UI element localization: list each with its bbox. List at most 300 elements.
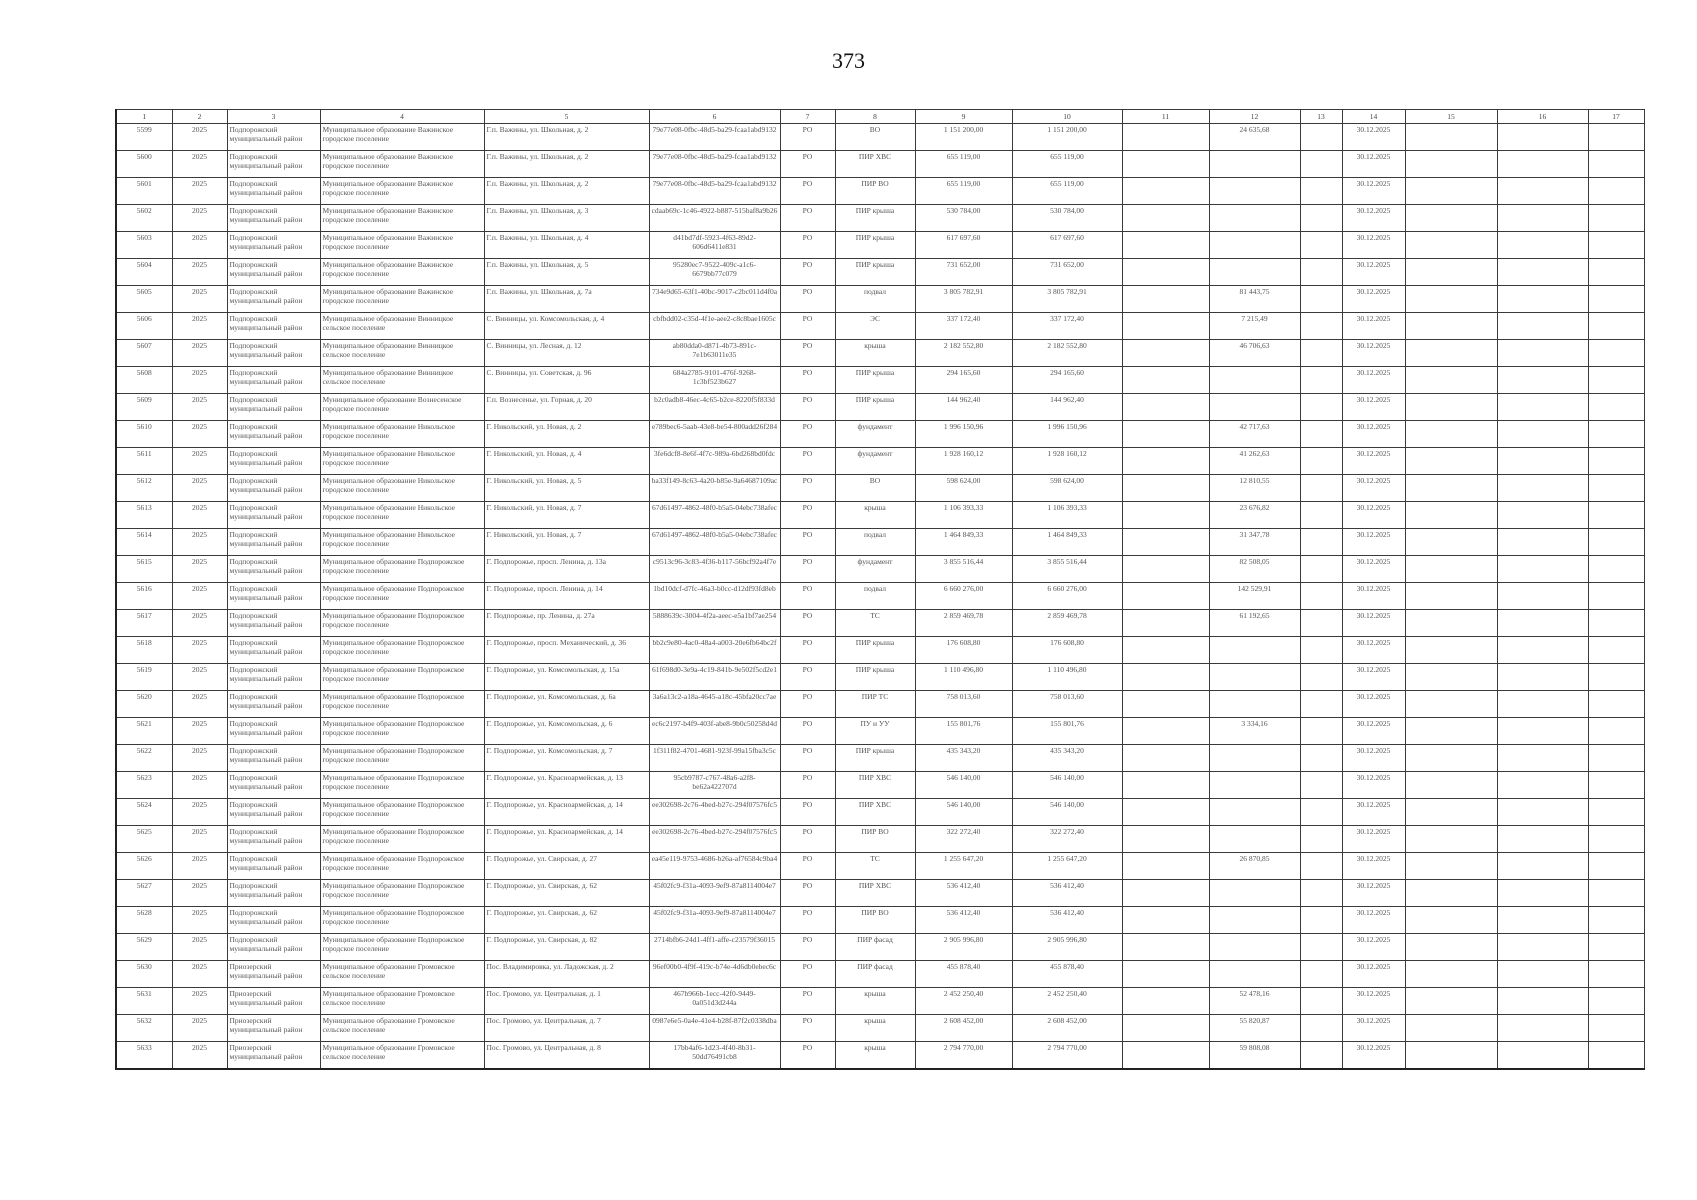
column-16-cell <box>1497 934 1588 961</box>
year-cell: 2025 <box>172 772 227 799</box>
program-type-cell: РО <box>780 907 835 934</box>
municipality-cell: Муниципальное образование Важинское городское поселение <box>320 205 484 232</box>
deadline-date-cell: 30.12.2025 <box>1342 448 1405 475</box>
record-number-cell: 5628 <box>116 907 172 934</box>
address-cell: Г. Никольский, ул. Новая, д. 7 <box>484 502 649 529</box>
table-row <box>116 313 1644 340</box>
address-cell: Г.п. Важины, ул. Школьная, д. 3 <box>484 205 649 232</box>
work-type-cell: фундамент <box>835 556 915 583</box>
cost-regional-operator-cell: 2 859 469,78 <box>1012 610 1122 637</box>
column-12-cell: 52 478,16 <box>1209 988 1300 1015</box>
column-12-cell <box>1209 772 1300 799</box>
cost-regional-operator-cell: 598 624,00 <box>1012 475 1122 502</box>
municipality-cell: Муниципальное образование Важинское городское поселение <box>320 259 484 286</box>
column-13-cell <box>1300 772 1342 799</box>
work-type-cell: ПИР крыша <box>835 367 915 394</box>
work-type-cell: фундамент <box>835 421 915 448</box>
column-11-cell <box>1122 691 1209 718</box>
column-15-cell <box>1405 637 1497 664</box>
municipality-cell: Муниципальное образование Подпорожское городское поселение <box>320 718 484 745</box>
column-17-cell <box>1588 232 1644 259</box>
deadline-date-cell: 30.12.2025 <box>1342 772 1405 799</box>
municipality-cell: Муниципальное образование Подпорожское городское поселение <box>320 799 484 826</box>
column-15-cell <box>1405 610 1497 637</box>
column-12-cell: 61 192,65 <box>1209 610 1300 637</box>
program-type-cell: РО <box>780 340 835 367</box>
total-cost-cell: 1 106 393,33 <box>915 502 1012 529</box>
cost-regional-operator-cell: 2 182 552,80 <box>1012 340 1122 367</box>
municipal-district-cell: Подпорожский муниципальный район <box>227 637 320 664</box>
table-row <box>116 988 1644 1015</box>
column-17-cell <box>1588 1015 1644 1042</box>
program-type-cell: РО <box>780 367 835 394</box>
deadline-date-cell: 30.12.2025 <box>1342 610 1405 637</box>
cost-regional-operator-cell: 294 165,60 <box>1012 367 1122 394</box>
column-17-cell <box>1588 367 1644 394</box>
year-cell: 2025 <box>172 853 227 880</box>
year-cell: 2025 <box>172 313 227 340</box>
address-cell: Г. Подпорожье, просп. Механический, д. 36 <box>484 637 649 664</box>
column-16-cell <box>1497 799 1588 826</box>
municipal-district-cell: Подпорожский муниципальный район <box>227 664 320 691</box>
deadline-date-cell: 30.12.2025 <box>1342 232 1405 259</box>
program-type-cell: РО <box>780 961 835 988</box>
house-guid-cell: 2714bfb6-24d1-4ff1-affe-c23579f36015 <box>649 934 780 961</box>
column-17-cell <box>1588 907 1644 934</box>
municipality-cell: Муниципальное образование Подпорожское городское поселение <box>320 826 484 853</box>
deadline-date-cell: 30.12.2025 <box>1342 178 1405 205</box>
work-type-cell: ПИР крыша <box>835 637 915 664</box>
year-cell: 2025 <box>172 988 227 1015</box>
column-11-cell <box>1122 961 1209 988</box>
table-row <box>116 556 1644 583</box>
column-16-cell <box>1497 448 1588 475</box>
column-header: 13 <box>1300 110 1342 124</box>
municipal-district-cell: Подпорожский муниципальный район <box>227 691 320 718</box>
house-guid-cell: 95280ec7-9522-409c-a1c6-6679bb77c079 <box>649 259 780 286</box>
column-16-cell <box>1497 1015 1588 1042</box>
year-cell: 2025 <box>172 475 227 502</box>
municipal-district-cell: Подпорожский муниципальный район <box>227 232 320 259</box>
cost-regional-operator-cell: 1 106 393,33 <box>1012 502 1122 529</box>
municipal-district-cell: Подпорожский муниципальный район <box>227 583 320 610</box>
column-header: 1 <box>116 110 172 124</box>
record-number-cell: 5618 <box>116 637 172 664</box>
municipality-cell: Муниципальное образование Подпорожское городское поселение <box>320 745 484 772</box>
column-17-cell <box>1588 259 1644 286</box>
total-cost-cell: 2 452 250,40 <box>915 988 1012 1015</box>
cost-regional-operator-cell: 546 140,00 <box>1012 799 1122 826</box>
address-cell: Пос. Громово, ул. Центральная, д. 7 <box>484 1015 649 1042</box>
program-type-cell: РО <box>780 799 835 826</box>
year-cell: 2025 <box>172 232 227 259</box>
municipality-cell: Муниципальное образование Никольское городское поселение <box>320 448 484 475</box>
cost-regional-operator-cell: 655 119,00 <box>1012 151 1122 178</box>
column-17-cell <box>1588 691 1644 718</box>
total-cost-cell: 1 928 160,12 <box>915 448 1012 475</box>
deadline-date-cell: 30.12.2025 <box>1342 691 1405 718</box>
program-type-cell: РО <box>780 880 835 907</box>
work-type-cell: фундамент <box>835 448 915 475</box>
deadline-date-cell: 30.12.2025 <box>1342 124 1405 151</box>
column-17-cell <box>1588 610 1644 637</box>
column-header: 8 <box>835 110 915 124</box>
column-13-cell <box>1300 340 1342 367</box>
year-cell: 2025 <box>172 907 227 934</box>
column-17-cell <box>1588 988 1644 1015</box>
address-cell: Г. Подпорожье, ул. Свирская, д. 62 <box>484 907 649 934</box>
column-12-cell: 31 347,78 <box>1209 529 1300 556</box>
column-13-cell <box>1300 394 1342 421</box>
column-15-cell <box>1405 502 1497 529</box>
municipality-cell: Муниципальное образование Громовское сельское поселение <box>320 961 484 988</box>
column-12-cell <box>1209 664 1300 691</box>
column-12-cell: 142 529,91 <box>1209 583 1300 610</box>
table-row <box>116 394 1644 421</box>
record-number-cell: 5604 <box>116 259 172 286</box>
municipality-cell: Муниципальное образование Винницкое сельское поселение <box>320 367 484 394</box>
program-type-cell: РО <box>780 1042 835 1070</box>
column-11-cell <box>1122 664 1209 691</box>
year-cell: 2025 <box>172 718 227 745</box>
column-15-cell <box>1405 448 1497 475</box>
table-row <box>116 934 1644 961</box>
column-15-cell <box>1405 961 1497 988</box>
table-body <box>116 124 1644 1070</box>
house-guid-cell: ea45e119-9753-4686-b26a-af76584c9ba4 <box>649 853 780 880</box>
column-12-cell: 23 676,82 <box>1209 502 1300 529</box>
column-12-cell <box>1209 367 1300 394</box>
column-13-cell <box>1300 1015 1342 1042</box>
program-type-cell: РО <box>780 178 835 205</box>
record-number-cell: 5616 <box>116 583 172 610</box>
municipal-district-cell: Подпорожский муниципальный район <box>227 178 320 205</box>
municipal-district-cell: Подпорожский муниципальный район <box>227 502 320 529</box>
cost-regional-operator-cell: 337 172,40 <box>1012 313 1122 340</box>
record-number-cell: 5619 <box>116 664 172 691</box>
cost-regional-operator-cell: 322 272,40 <box>1012 826 1122 853</box>
column-13-cell <box>1300 475 1342 502</box>
work-type-cell: крыша <box>835 988 915 1015</box>
house-guid-cell: b2c0adb8-46ec-4c65-b2ce-8220f5f833d <box>649 394 780 421</box>
column-15-cell <box>1405 313 1497 340</box>
address-cell: Г.п. Важины, ул. Школьная, д. 4 <box>484 232 649 259</box>
column-15-cell <box>1405 205 1497 232</box>
work-type-cell: ПИР ХВС <box>835 151 915 178</box>
house-guid-cell: 3a6a13c2-a18a-4645-a18c-45bfa20cc7ae <box>649 691 780 718</box>
column-12-cell <box>1209 799 1300 826</box>
column-16-cell <box>1497 907 1588 934</box>
work-type-cell: ПИР ХВС <box>835 772 915 799</box>
column-13-cell <box>1300 502 1342 529</box>
address-cell: Г. Никольский, ул. Новая, д. 7 <box>484 529 649 556</box>
house-guid-cell: 5888639c-3004-4f2a-aeec-e5a1bf7ae254 <box>649 610 780 637</box>
work-type-cell: ПИР фасад <box>835 961 915 988</box>
municipality-cell: Муниципальное образование Важинское городское поселение <box>320 286 484 313</box>
column-13-cell <box>1300 610 1342 637</box>
table-row <box>116 529 1644 556</box>
year-cell: 2025 <box>172 205 227 232</box>
table-row <box>116 178 1644 205</box>
address-cell: Г. Подпорожье, ул. Свирская, д. 27 <box>484 853 649 880</box>
record-number-cell: 5599 <box>116 124 172 151</box>
work-type-cell: крыша <box>835 502 915 529</box>
address-cell: Г. Подпорожье, ул. Красноармейская, д. 14 <box>484 799 649 826</box>
address-cell: Г. Никольский, ул. Новая, д. 4 <box>484 448 649 475</box>
deadline-date-cell: 30.12.2025 <box>1342 556 1405 583</box>
column-17-cell <box>1588 205 1644 232</box>
municipality-cell: Муниципальное образование Подпорожское городское поселение <box>320 853 484 880</box>
municipality-cell: Муниципальное образование Подпорожское городское поселение <box>320 907 484 934</box>
column-16-cell <box>1497 610 1588 637</box>
column-16-cell <box>1497 961 1588 988</box>
total-cost-cell: 2 794 770,00 <box>915 1042 1012 1070</box>
municipality-cell: Муниципальное образование Никольское городское поселение <box>320 502 484 529</box>
column-11-cell <box>1122 880 1209 907</box>
column-12-cell <box>1209 907 1300 934</box>
year-cell: 2025 <box>172 502 227 529</box>
house-guid-cell: cbfbdd02-c35d-4f1e-aee2-c8c8bae1605c <box>649 313 780 340</box>
column-13-cell <box>1300 367 1342 394</box>
year-cell: 2025 <box>172 664 227 691</box>
column-15-cell <box>1405 178 1497 205</box>
table-row <box>116 475 1644 502</box>
column-17-cell <box>1588 853 1644 880</box>
record-number-cell: 5633 <box>116 1042 172 1070</box>
house-guid-cell: d41bd7df-5923-4f63-89d2-606d6411e831 <box>649 232 780 259</box>
cost-regional-operator-cell: 536 412,40 <box>1012 880 1122 907</box>
record-number-cell: 5614 <box>116 529 172 556</box>
table-row <box>116 664 1644 691</box>
deadline-date-cell: 30.12.2025 <box>1342 475 1405 502</box>
address-cell: Пос. Громово, ул. Центральная, д. 8 <box>484 1042 649 1070</box>
column-11-cell <box>1122 421 1209 448</box>
municipality-cell: Муниципальное образование Подпорожское городское поселение <box>320 691 484 718</box>
column-17-cell <box>1588 880 1644 907</box>
house-guid-cell: 3fe6dcf8-8e6f-4f7c-989a-6bd268bd0fdc <box>649 448 780 475</box>
record-number-cell: 5615 <box>116 556 172 583</box>
address-cell: Г. Никольский, ул. Новая, д. 2 <box>484 421 649 448</box>
column-15-cell <box>1405 907 1497 934</box>
year-cell: 2025 <box>172 367 227 394</box>
total-cost-cell: 3 855 516,44 <box>915 556 1012 583</box>
total-cost-cell: 1 110 496,80 <box>915 664 1012 691</box>
column-header: 10 <box>1012 110 1122 124</box>
program-type-cell: РО <box>780 151 835 178</box>
work-type-cell: крыша <box>835 1042 915 1070</box>
work-type-cell: ПУ и УУ <box>835 718 915 745</box>
work-type-cell: ПИР ХВС <box>835 799 915 826</box>
column-13-cell <box>1300 961 1342 988</box>
municipality-cell: Муниципальное образование Подпорожское городское поселение <box>320 772 484 799</box>
column-11-cell <box>1122 205 1209 232</box>
municipality-cell: Муниципальное образование Никольское городское поселение <box>320 421 484 448</box>
year-cell: 2025 <box>172 340 227 367</box>
municipal-district-cell: Подпорожский муниципальный район <box>227 610 320 637</box>
table-row <box>116 340 1644 367</box>
column-13-cell <box>1300 691 1342 718</box>
house-guid-cell: cdaab69c-1c46-4922-b887-515baf8a9b26 <box>649 205 780 232</box>
record-number-cell: 5610 <box>116 421 172 448</box>
record-number-cell: 5603 <box>116 232 172 259</box>
municipality-cell: Муниципальное образование Громовское сельское поселение <box>320 1042 484 1070</box>
address-cell: Г.п. Вознесенье, ул. Горная, д. 20 <box>484 394 649 421</box>
column-13-cell <box>1300 583 1342 610</box>
column-16-cell <box>1497 691 1588 718</box>
deadline-date-cell: 30.12.2025 <box>1342 286 1405 313</box>
column-17-cell <box>1588 124 1644 151</box>
municipality-cell: Муниципальное образование Подпорожское городское поселение <box>320 610 484 637</box>
column-15-cell <box>1405 745 1497 772</box>
cost-regional-operator-cell: 2 905 996,80 <box>1012 934 1122 961</box>
program-type-cell: РО <box>780 853 835 880</box>
total-cost-cell: 546 140,00 <box>915 799 1012 826</box>
column-12-cell <box>1209 880 1300 907</box>
deadline-date-cell: 30.12.2025 <box>1342 664 1405 691</box>
column-17-cell <box>1588 448 1644 475</box>
table-row <box>116 637 1644 664</box>
work-type-cell: ПИР крыша <box>835 205 915 232</box>
year-cell: 2025 <box>172 124 227 151</box>
column-11-cell <box>1122 448 1209 475</box>
column-11-cell <box>1122 637 1209 664</box>
column-11-cell <box>1122 340 1209 367</box>
house-guid-cell: 45f02fc9-f31a-4093-9ef9-87a8114004e7 <box>649 907 780 934</box>
municipal-district-cell: Подпорожский муниципальный район <box>227 151 320 178</box>
house-guid-cell: ba33f149-8c63-4a20-b85e-9a64687109ac <box>649 475 780 502</box>
column-header: 2 <box>172 110 227 124</box>
column-12-cell <box>1209 205 1300 232</box>
column-11-cell <box>1122 853 1209 880</box>
column-number-row <box>116 110 1644 124</box>
total-cost-cell: 598 624,00 <box>915 475 1012 502</box>
work-type-cell: подвал <box>835 529 915 556</box>
column-12-cell: 24 635,68 <box>1209 124 1300 151</box>
column-13-cell <box>1300 178 1342 205</box>
column-12-cell <box>1209 637 1300 664</box>
column-header: 11 <box>1122 110 1209 124</box>
work-type-cell: крыша <box>835 1015 915 1042</box>
municipal-district-cell: Подпорожский муниципальный район <box>227 529 320 556</box>
cost-regional-operator-cell: 1 255 647,20 <box>1012 853 1122 880</box>
municipality-cell: Муниципальное образование Важинское городское поселение <box>320 151 484 178</box>
house-guid-cell: 79e77e08-0fbc-48d5-ba29-fcaa1abd9132 <box>649 151 780 178</box>
column-12-cell <box>1209 745 1300 772</box>
deadline-date-cell: 30.12.2025 <box>1342 583 1405 610</box>
cost-regional-operator-cell: 1 996 150,96 <box>1012 421 1122 448</box>
address-cell: С. Винницы, ул. Комсомольская, д. 4 <box>484 313 649 340</box>
column-15-cell <box>1405 475 1497 502</box>
deadline-date-cell: 30.12.2025 <box>1342 394 1405 421</box>
municipality-cell: Муниципальное образование Громовское сельское поселение <box>320 1015 484 1042</box>
table-row <box>116 853 1644 880</box>
work-type-cell: ТС <box>835 853 915 880</box>
total-cost-cell: 536 412,40 <box>915 907 1012 934</box>
column-17-cell <box>1588 556 1644 583</box>
column-16-cell <box>1497 853 1588 880</box>
record-number-cell: 5630 <box>116 961 172 988</box>
column-12-cell: 42 717,63 <box>1209 421 1300 448</box>
year-cell: 2025 <box>172 826 227 853</box>
address-cell: Г. Подпорожье, ул. Свирская, д. 62 <box>484 880 649 907</box>
column-15-cell <box>1405 664 1497 691</box>
municipal-district-cell: Подпорожский муниципальный район <box>227 475 320 502</box>
column-12-cell <box>1209 961 1300 988</box>
column-header: 14 <box>1342 110 1405 124</box>
column-16-cell <box>1497 664 1588 691</box>
house-guid-cell: 1bd10dcf-d7fc-46a3-b0cc-d12df93fd8eb <box>649 583 780 610</box>
program-type-cell: РО <box>780 205 835 232</box>
table-row <box>116 610 1644 637</box>
column-15-cell <box>1405 880 1497 907</box>
total-cost-cell: 1 996 150,96 <box>915 421 1012 448</box>
column-11-cell <box>1122 259 1209 286</box>
table-row <box>116 421 1644 448</box>
column-17-cell <box>1588 961 1644 988</box>
table-row <box>116 1042 1644 1070</box>
municipal-district-cell: Подпорожский муниципальный район <box>227 421 320 448</box>
table-row <box>116 367 1644 394</box>
column-header: 3 <box>227 110 320 124</box>
column-13-cell <box>1300 313 1342 340</box>
municipal-district-cell: Подпорожский муниципальный район <box>227 367 320 394</box>
table-row <box>116 448 1644 475</box>
year-cell: 2025 <box>172 421 227 448</box>
deadline-date-cell: 30.12.2025 <box>1342 340 1405 367</box>
column-15-cell <box>1405 367 1497 394</box>
deadline-date-cell: 30.12.2025 <box>1342 502 1405 529</box>
address-cell: Г.п. Важины, ул. Школьная, д. 7а <box>484 286 649 313</box>
table-row <box>116 799 1644 826</box>
column-15-cell <box>1405 799 1497 826</box>
program-type-cell: РО <box>780 232 835 259</box>
column-11-cell <box>1122 394 1209 421</box>
column-17-cell <box>1588 664 1644 691</box>
address-cell: Г.п. Важины, ул. Школьная, д. 5 <box>484 259 649 286</box>
address-cell: Г.п. Важины, ул. Школьная, д. 2 <box>484 178 649 205</box>
column-12-cell: 41 262,63 <box>1209 448 1300 475</box>
column-12-cell <box>1209 151 1300 178</box>
column-12-cell <box>1209 178 1300 205</box>
cost-regional-operator-cell: 546 140,00 <box>1012 772 1122 799</box>
record-number-cell: 5605 <box>116 286 172 313</box>
column-16-cell <box>1497 745 1588 772</box>
cost-regional-operator-cell: 3 855 516,44 <box>1012 556 1122 583</box>
cost-regional-operator-cell: 1 464 849,33 <box>1012 529 1122 556</box>
column-13-cell <box>1300 880 1342 907</box>
year-cell: 2025 <box>172 691 227 718</box>
column-13-cell <box>1300 853 1342 880</box>
total-cost-cell: 455 878,40 <box>915 961 1012 988</box>
column-16-cell <box>1497 826 1588 853</box>
cost-regional-operator-cell: 2 452 250,40 <box>1012 988 1122 1015</box>
work-type-cell: ВО <box>835 124 915 151</box>
house-guid-cell: 67d61497-4862-48f0-b5a5-04ebc738afec <box>649 529 780 556</box>
column-13-cell <box>1300 448 1342 475</box>
municipal-district-cell: Подпорожский муниципальный район <box>227 313 320 340</box>
column-16-cell <box>1497 340 1588 367</box>
municipality-cell: Муниципальное образование Никольское городское поселение <box>320 529 484 556</box>
work-type-cell: ПИР ВО <box>835 907 915 934</box>
column-17-cell <box>1588 718 1644 745</box>
column-16-cell <box>1497 529 1588 556</box>
address-cell: Г. Подпорожье, ул. Красноармейская, д. 13 <box>484 772 649 799</box>
column-13-cell <box>1300 907 1342 934</box>
program-type-cell: РО <box>780 583 835 610</box>
column-16-cell <box>1497 772 1588 799</box>
column-15-cell <box>1405 691 1497 718</box>
deadline-date-cell: 30.12.2025 <box>1342 907 1405 934</box>
